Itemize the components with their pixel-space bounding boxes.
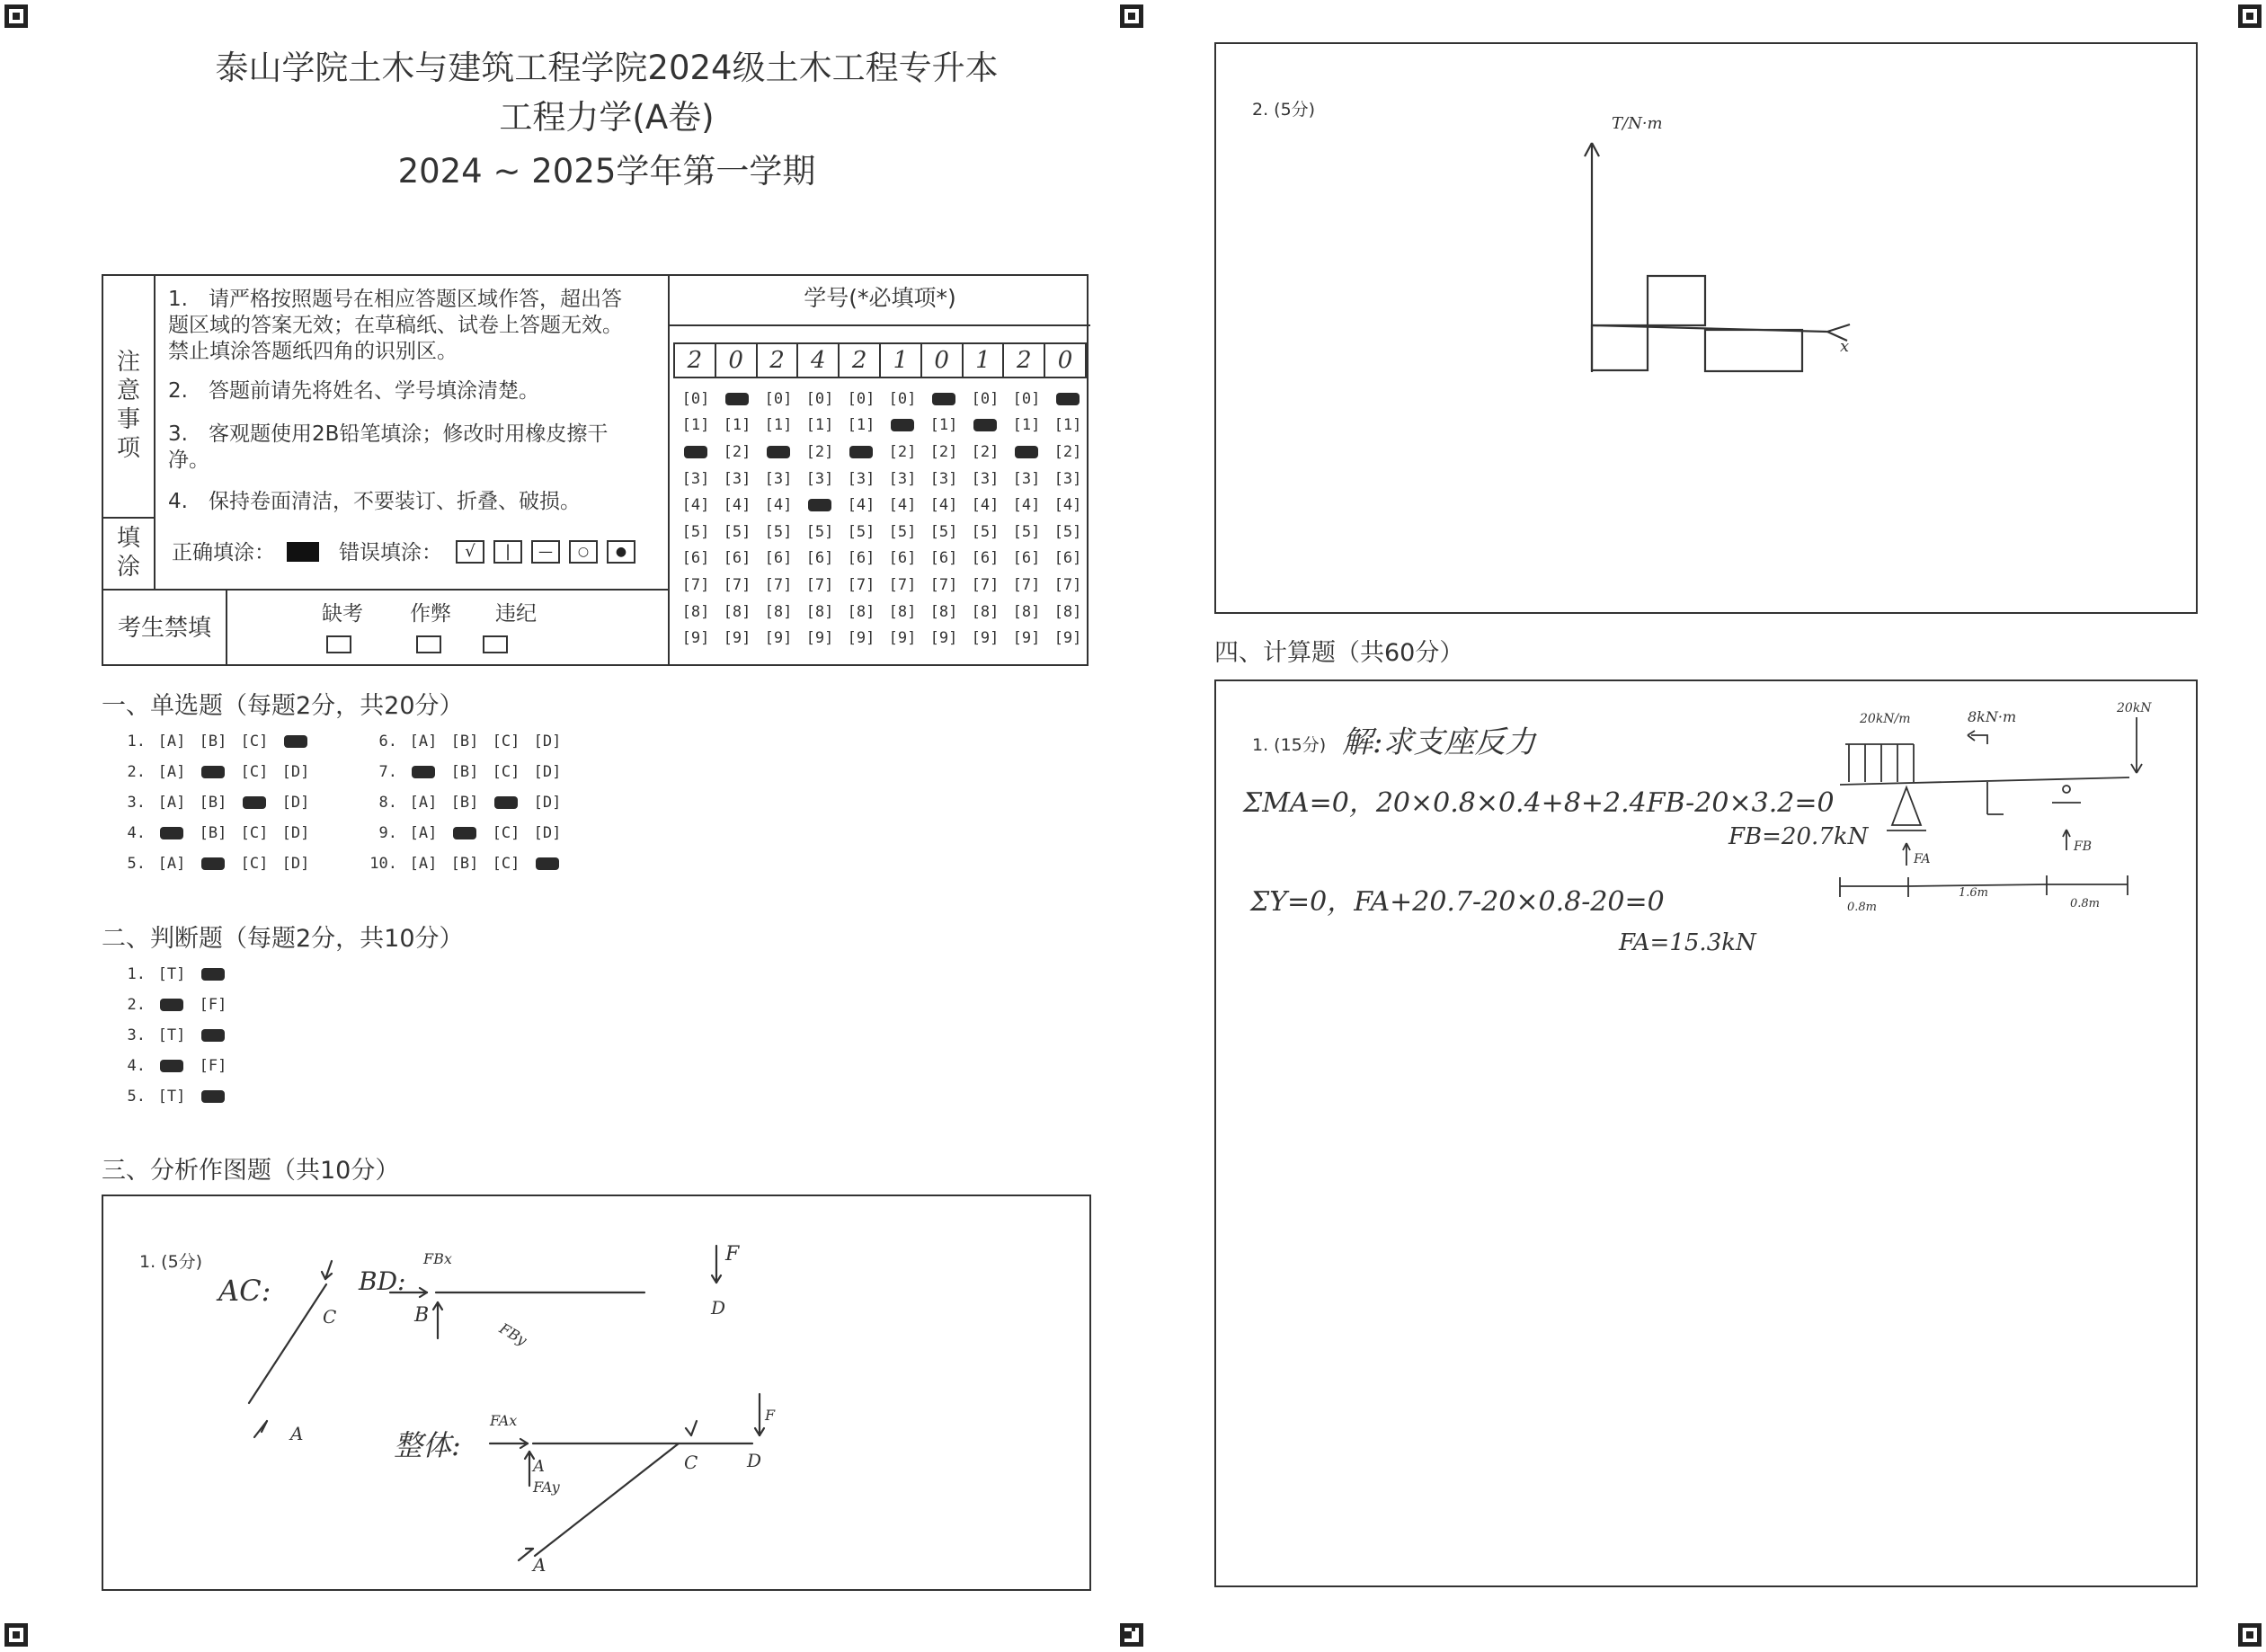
student-id-bubble[interactable]: [5]: [723, 522, 751, 541]
option-bubble-filled[interactable]: [275, 733, 316, 751]
option-bubble[interactable]: [C]: [492, 763, 520, 781]
option-bubble[interactable]: [F]: [199, 996, 227, 1014]
notice-item-4: 4. 保持卷面清洁，不要装订、折叠、破损。: [168, 490, 581, 513]
single-choice-answers: [117, 733, 602, 894]
student-id-bubble[interactable]: [4]: [847, 496, 875, 515]
section4-answer-box: [1214, 679, 2198, 1587]
student-id-bubble-row: [675, 599, 1089, 626]
section3-title: 三、分析作图题（共10分）: [102, 1157, 400, 1185]
whole-strut-line: [535, 1443, 679, 1556]
student-id-bubble[interactable]: [1]: [1053, 416, 1082, 435]
question-number: 7.: [378, 763, 397, 781]
option-bubble[interactable]: [A]: [409, 794, 438, 812]
option-bubble[interactable]: [C]: [492, 733, 520, 751]
notice-item-3: 3. 客观题使用2B铅笔填涂；修改时用橡皮擦干净。: [168, 422, 609, 472]
section4-q1-label: 1. (15分): [1252, 735, 1327, 755]
option-bubble[interactable]: [C]: [240, 763, 269, 781]
student-id-bubble-filled[interactable]: [923, 390, 964, 408]
option-bubble-filled[interactable]: [444, 824, 485, 842]
torque-diagram-sketch: [1216, 44, 2196, 612]
question-number: 4.: [127, 824, 146, 842]
student-id-bubble-filled[interactable]: [1006, 443, 1047, 461]
student-id-bubble[interactable]: [8]: [847, 602, 875, 621]
free-body-diagram-sketch: [103, 1196, 1089, 1589]
student-id-bubble[interactable]: [8]: [1012, 602, 1041, 621]
student-id-bubble[interactable]: [5]: [971, 522, 1000, 541]
student-id-bubble[interactable]: [9]: [764, 629, 793, 648]
student-id-bubble[interactable]: [6]: [764, 549, 793, 568]
student-id-bubble-row: [675, 466, 1089, 493]
option-bubble[interactable]: [D]: [281, 855, 310, 873]
option-bubble-filled[interactable]: [192, 1026, 234, 1044]
true-false-question: [117, 1088, 234, 1106]
hand-fax-label: FAx: [490, 1412, 518, 1429]
single-choice-question: [360, 855, 568, 873]
student-id-bubble-row: [675, 413, 1089, 440]
student-id-bubble[interactable]: [3]: [847, 469, 875, 488]
student-id-bubble-row: [675, 492, 1089, 519]
wrong-mark-circle: ○: [569, 540, 598, 564]
question-number: 5.: [127, 1088, 146, 1106]
hand-d2-label: D: [747, 1450, 762, 1471]
forbid-cheat-box[interactable]: [416, 635, 441, 653]
question-number: 9.: [378, 824, 397, 842]
option-bubble-filled[interactable]: [151, 824, 192, 842]
student-id-bubble[interactable]: [3]: [888, 469, 917, 488]
beam-diagram-sketch: [1216, 681, 2196, 1585]
section1-title: 一、单选题（每题2分，共20分）: [102, 692, 464, 720]
option-bubble-filled[interactable]: [234, 794, 275, 812]
student-id-bubble[interactable]: [1]: [847, 416, 875, 435]
hand-b-label: B: [414, 1304, 430, 1327]
student-id-bubble[interactable]: [3]: [1053, 469, 1082, 488]
option-bubble[interactable]: [A]: [157, 794, 186, 812]
hand-c-label: C: [323, 1306, 337, 1328]
student-id-bubble-row: [675, 625, 1089, 652]
student-id-title: 学号(*必填项*): [804, 285, 956, 311]
hand-f-label: F: [725, 1243, 740, 1266]
option-bubble[interactable]: [D]: [281, 763, 310, 781]
student-id-bubble[interactable]: [6]: [1053, 549, 1082, 568]
student-id-bubble[interactable]: [7]: [847, 575, 875, 594]
student-id-bubble[interactable]: [7]: [888, 575, 917, 594]
correct-fill-label: 正确填涂：: [172, 541, 275, 564]
student-id-bubble-filled[interactable]: [716, 390, 758, 408]
option-bubble[interactable]: [D]: [533, 824, 562, 842]
question-number: 6.: [378, 733, 397, 751]
student-id-bubble-filled[interactable]: [675, 443, 716, 461]
student-id-bubble[interactable]: [3]: [723, 469, 751, 488]
student-id-bubble-filled[interactable]: [882, 416, 923, 434]
forbid-label: 考生禁填: [117, 615, 211, 642]
true-false-answers: [117, 965, 387, 1127]
student-id-bubble[interactable]: [5]: [929, 522, 958, 541]
student-id-digit: 0: [1057, 347, 1073, 374]
option-bubble[interactable]: [C]: [240, 824, 269, 842]
student-id-bubble[interactable]: [0]: [805, 389, 834, 408]
student-id-digit: 2: [758, 344, 799, 377]
question-number: 2.: [127, 763, 146, 781]
option-bubble[interactable]: [D]: [533, 794, 562, 812]
question-number: 5.: [127, 855, 146, 873]
option-bubble[interactable]: [B]: [450, 794, 479, 812]
student-id-bubble-row: [675, 386, 1089, 413]
option-bubble[interactable]: [C]: [240, 855, 269, 873]
hand-d-label: D: [711, 1297, 726, 1319]
option-bubble[interactable]: [B]: [199, 733, 227, 751]
option-bubble[interactable]: [T]: [157, 965, 186, 983]
student-id-bubble[interactable]: [3]: [805, 469, 834, 488]
beam-line: [1840, 777, 2129, 785]
student-id-bubble[interactable]: [4]: [681, 496, 710, 515]
student-id-bubble[interactable]: [5]: [1053, 522, 1082, 541]
option-bubble[interactable]: [C]: [240, 733, 269, 751]
student-id-bubble[interactable]: [2]: [805, 442, 834, 461]
student-id-bubble[interactable]: [0]: [764, 389, 793, 408]
question-number: 1.: [127, 733, 146, 751]
calc-line-4: ΣY=0，FA+20.7-20×0.8-20=0: [1250, 886, 1665, 918]
true-false-question: [117, 965, 234, 983]
student-id-bubble[interactable]: [9]: [847, 629, 875, 648]
option-bubble[interactable]: [D]: [533, 763, 562, 781]
student-id-bubble[interactable]: [5]: [1012, 522, 1041, 541]
hand-a2-label: A: [533, 1457, 545, 1476]
hand-fbx-label: FBx: [423, 1250, 452, 1267]
student-id-bubble-filled[interactable]: [964, 416, 1006, 434]
student-id-bubble[interactable]: [8]: [971, 602, 1000, 621]
student-id-bubble[interactable]: [3]: [764, 469, 793, 488]
beam-label-span3: 0.8m: [2070, 897, 2101, 910]
student-id-bubble[interactable]: [6]: [929, 549, 958, 568]
student-id-bubble[interactable]: [0]: [681, 389, 710, 408]
option-bubble[interactable]: [F]: [199, 1057, 227, 1075]
corner-marker-top-middle: [1120, 4, 1143, 28]
question-number: 3.: [127, 794, 146, 812]
student-id-bubble[interactable]: [9]: [888, 629, 917, 648]
question-number: 3.: [127, 1026, 146, 1044]
corner-marker-bottom-right: [2238, 1623, 2262, 1647]
student-id-bubble[interactable]: [1]: [929, 416, 958, 435]
single-choice-question: [117, 824, 316, 842]
option-bubble[interactable]: [C]: [492, 855, 520, 873]
option-bubble[interactable]: [A]: [157, 855, 186, 873]
option-bubble-filled[interactable]: [527, 855, 568, 873]
question-number: 2.: [127, 996, 146, 1014]
option-bubble[interactable]: [A]: [409, 855, 438, 873]
student-id-bubble[interactable]: [5]: [805, 522, 834, 541]
student-id-bubble[interactable]: [1]: [1012, 416, 1041, 435]
fill-label: 填涂: [116, 525, 140, 581]
calc-line-5: FA=15.3kN: [1619, 929, 1756, 956]
beam-label-span1: 0.8m: [1847, 901, 1878, 914]
notice-item-1: 1. 请严格按照题号在相应答题区域作答，超出答题区域的答案无效；在草稿纸、试卷上答题无效。禁止填涂答题纸四角的识别区。: [168, 288, 623, 363]
beam-label-fa: FA: [1914, 852, 1931, 866]
hand-fby-label: FBy: [496, 1319, 530, 1349]
student-id-bubble[interactable]: [8]: [888, 602, 917, 621]
student-id-bubble[interactable]: [7]: [764, 575, 793, 594]
student-id-digit: 4: [798, 344, 840, 377]
torque-segment-3: [1705, 330, 1802, 371]
option-bubble[interactable]: [B]: [199, 824, 227, 842]
student-id-bubble[interactable]: [3]: [681, 469, 710, 488]
hand-a-label: A: [290, 1423, 304, 1444]
wrong-mark-bar: |: [493, 540, 522, 564]
student-id-bubble[interactable]: [6]: [888, 549, 917, 568]
single-choice-question: [117, 733, 316, 751]
student-id-bubble[interactable]: [3]: [929, 469, 958, 488]
student-id-bubble[interactable]: [6]: [723, 549, 751, 568]
student-id-digit: 2: [675, 344, 716, 377]
student-id-bubble[interactable]: [6]: [971, 549, 1000, 568]
student-id-bubble[interactable]: [9]: [1053, 629, 1082, 648]
student-id-bubble-filled[interactable]: [840, 443, 882, 461]
corner-marker-bottom-middle: [1120, 1623, 1143, 1647]
student-id-bubble[interactable]: [2]: [929, 442, 958, 461]
student-id-bubble-filled[interactable]: [799, 496, 840, 514]
beam-label-q: 20kN/m: [1860, 712, 1911, 726]
student-id-bubble[interactable]: [1]: [681, 416, 710, 435]
torque-segment-1: [1592, 325, 1648, 370]
true-false-question: [117, 1057, 234, 1075]
student-id-bubble[interactable]: [4]: [971, 496, 1000, 515]
section3-q2-answer-box: [1214, 42, 2198, 614]
option-bubble[interactable]: [B]: [450, 855, 479, 873]
student-id-bubble[interactable]: [8]: [1053, 602, 1082, 621]
notice-panel: [102, 274, 1089, 666]
single-choice-question: [360, 824, 568, 842]
student-id-bubble[interactable]: [5]: [681, 522, 710, 541]
torque-axis-t-label: T/N·m: [1612, 114, 1663, 133]
student-id-digit: 0: [922, 344, 964, 377]
student-id-bubble[interactable]: [6]: [1012, 549, 1041, 568]
option-bubble[interactable]: [A]: [409, 733, 438, 751]
student-id-bubble[interactable]: [7]: [1053, 575, 1082, 594]
option-bubble[interactable]: [B]: [450, 733, 479, 751]
section3-answer-box: [102, 1195, 1091, 1591]
beam-label-fb: FB: [2074, 839, 2093, 854]
student-id-panel: [668, 276, 1090, 666]
forbid-absent-label: 缺考: [322, 602, 363, 626]
single-choice-question: [360, 763, 568, 781]
student-id-bubble[interactable]: [0]: [888, 389, 917, 408]
student-id-bubble[interactable]: [9]: [681, 629, 710, 648]
hand-c2-label: C: [684, 1452, 698, 1473]
student-id-bubble[interactable]: [4]: [1053, 496, 1082, 515]
option-bubble[interactable]: [B]: [450, 763, 479, 781]
exam-title: 泰山学院土木与建筑工程学院2024级土木工程专升本: [215, 49, 999, 87]
notice-label: 注意事项: [116, 349, 140, 462]
option-bubble-filled[interactable]: [403, 763, 444, 781]
student-id-bubble-row: [675, 572, 1089, 599]
student-id-bubble[interactable]: [0]: [971, 389, 1000, 408]
student-id-bubble[interactable]: [7]: [681, 575, 710, 594]
student-id-bubble[interactable]: [8]: [723, 602, 751, 621]
beam-label-span2: 1.6m: [1959, 886, 1989, 900]
option-bubble[interactable]: [T]: [157, 1088, 186, 1106]
option-bubble-filled[interactable]: [192, 1088, 234, 1106]
single-choice-question: [360, 794, 568, 812]
student-id-bubble[interactable]: [6]: [805, 549, 834, 568]
option-bubble[interactable]: [A]: [157, 733, 186, 751]
student-id-bubble[interactable]: [0]: [847, 389, 875, 408]
student-id-bubble[interactable]: [2]: [888, 442, 917, 461]
forbid-absent-box[interactable]: [326, 635, 351, 653]
section3-q1-label: 1. (5分): [139, 1252, 203, 1272]
student-id-bubble[interactable]: [6]: [847, 549, 875, 568]
student-id-bubble-grid: [675, 386, 1089, 652]
student-id-digit: 0: [716, 344, 758, 377]
option-bubble-filled[interactable]: [485, 794, 527, 812]
student-id-bubble[interactable]: [0]: [1012, 389, 1041, 408]
torque-segment-2: [1648, 276, 1705, 325]
student-id-digits: [673, 342, 1087, 378]
corner-marker-top-right: [2238, 4, 2262, 28]
student-id-bubble[interactable]: [8]: [681, 602, 710, 621]
student-id-bubble-row: [675, 546, 1089, 573]
single-choice-question: [117, 794, 316, 812]
student-id-digit: 2: [1004, 344, 1045, 377]
true-false-question: [117, 996, 234, 1014]
hand-f2-label: F: [765, 1407, 776, 1424]
student-id-bubble[interactable]: [9]: [929, 629, 958, 648]
student-id-bubble[interactable]: [2]: [1053, 442, 1082, 461]
calc-line-1: 解:求支座反力: [1342, 724, 1536, 760]
hand-a3-label: A: [533, 1554, 547, 1576]
student-id-bubble-row: [675, 519, 1089, 546]
calc-line-3: FB=20.7kN: [1728, 823, 1869, 850]
student-id-bubble[interactable]: [2]: [723, 442, 751, 461]
student-id-digit: 2: [840, 344, 881, 377]
hand-bd-label: BD:: [359, 1266, 406, 1296]
exam-subject: 工程力学(A卷): [499, 98, 715, 137]
student-id-digit: 1: [964, 344, 1005, 377]
student-id-bubble[interactable]: [1]: [723, 416, 751, 435]
question-number: 4.: [127, 1057, 146, 1075]
student-id-bubble[interactable]: [7]: [723, 575, 751, 594]
student-id-bubble[interactable]: [5]: [847, 522, 875, 541]
student-id-bubble[interactable]: [5]: [764, 522, 793, 541]
option-bubble-filled[interactable]: [151, 996, 192, 1014]
correct-fill-sample: [287, 542, 319, 562]
section2-title: 二、判断题（每题2分，共10分）: [102, 925, 464, 953]
forbid-violation-box[interactable]: [483, 635, 508, 653]
beam-label-m: 8kN·m: [1968, 708, 2017, 725]
student-id-bubble[interactable]: [9]: [723, 629, 751, 648]
student-id-bubble[interactable]: [1]: [764, 416, 793, 435]
corner-marker-top-left: [4, 4, 28, 28]
student-id-bubble[interactable]: [4]: [1012, 496, 1041, 515]
student-id-bubble[interactable]: [7]: [1012, 575, 1041, 594]
option-bubble-filled[interactable]: [192, 855, 234, 873]
student-id-bubble[interactable]: [7]: [929, 575, 958, 594]
single-choice-question: [117, 763, 316, 781]
student-id-bubble-filled[interactable]: [758, 443, 799, 461]
student-id-bubble[interactable]: [8]: [929, 602, 958, 621]
single-choice-question: [117, 855, 316, 873]
student-id-bubble[interactable]: [4]: [888, 496, 917, 515]
wrong-fill-label: 错误填涂：: [339, 541, 442, 564]
wrong-mark-dash: —: [531, 540, 560, 564]
student-id-bubble[interactable]: [4]: [764, 496, 793, 515]
option-bubble[interactable]: [A]: [409, 824, 438, 842]
option-bubble[interactable]: [A]: [157, 763, 186, 781]
single-choice-question: [360, 733, 568, 751]
student-id-digit: 1: [881, 344, 922, 377]
student-id-bubble[interactable]: [1]: [805, 416, 834, 435]
option-bubble-filled[interactable]: [151, 1057, 192, 1075]
student-id-bubble[interactable]: [4]: [929, 496, 958, 515]
true-false-question: [117, 1026, 234, 1044]
student-id-bubble[interactable]: [9]: [971, 629, 1000, 648]
question-number: 8.: [378, 794, 397, 812]
option-bubble[interactable]: [B]: [199, 794, 227, 812]
beam-label-f: 20kN: [2117, 701, 2152, 715]
notice-item-2: 2. 答题前请先将姓名、学号填涂清楚。: [168, 379, 539, 403]
wrong-mark-dot: ●: [607, 540, 635, 564]
student-id-bubble[interactable]: [9]: [805, 629, 834, 648]
hand-whole-label: 整体:: [394, 1428, 461, 1462]
student-id-bubble-filled[interactable]: [1047, 390, 1089, 408]
student-id-bubble[interactable]: [9]: [1012, 629, 1041, 648]
student-id-bubble[interactable]: [7]: [805, 575, 834, 594]
option-bubble-filled[interactable]: [192, 763, 234, 781]
student-id-bubble[interactable]: [7]: [971, 575, 1000, 594]
student-id-bubble[interactable]: [3]: [1012, 469, 1041, 488]
calc-line-2: ΣMA=0，20×0.8×0.4+8+2.4FB-20×3.2=0: [1243, 787, 1835, 819]
option-bubble[interactable]: [D]: [281, 794, 310, 812]
forbid-violation-label: 违纪: [495, 602, 537, 626]
wrong-mark-check: √: [456, 540, 484, 564]
option-bubble[interactable]: [T]: [157, 1026, 186, 1044]
option-bubble-filled[interactable]: [192, 965, 234, 983]
student-id-bubble-row: [675, 439, 1089, 466]
student-id-bubble[interactable]: [4]: [723, 496, 751, 515]
student-id-bubble[interactable]: [2]: [971, 442, 1000, 461]
hand-fay-label: FAy: [533, 1479, 560, 1496]
student-id-bubble[interactable]: [8]: [764, 602, 793, 621]
question-number: 1.: [127, 965, 146, 983]
question-number: 10.: [369, 855, 397, 873]
hand-ac-label: AC:: [218, 1274, 271, 1308]
option-bubble[interactable]: [C]: [492, 824, 520, 842]
torque-axis-x-label: x: [1840, 337, 1850, 356]
exam-term: 2024 ~ 2025学年第一学期: [397, 152, 816, 191]
option-bubble[interactable]: [D]: [533, 733, 562, 751]
student-id-bubble[interactable]: [5]: [888, 522, 917, 541]
corner-marker-bottom-left: [4, 1623, 28, 1647]
student-id-bubble[interactable]: [3]: [971, 469, 1000, 488]
section3-q2-label: 2. (5分): [1252, 100, 1316, 120]
forbid-cheat-label: 作弊: [410, 602, 451, 626]
section4-title: 四、计算题（共60分）: [1214, 639, 1464, 667]
option-bubble[interactable]: [D]: [281, 824, 310, 842]
student-id-bubble[interactable]: [6]: [681, 549, 710, 568]
student-id-bubble[interactable]: [8]: [805, 602, 834, 621]
support-a: [1892, 787, 1921, 825]
